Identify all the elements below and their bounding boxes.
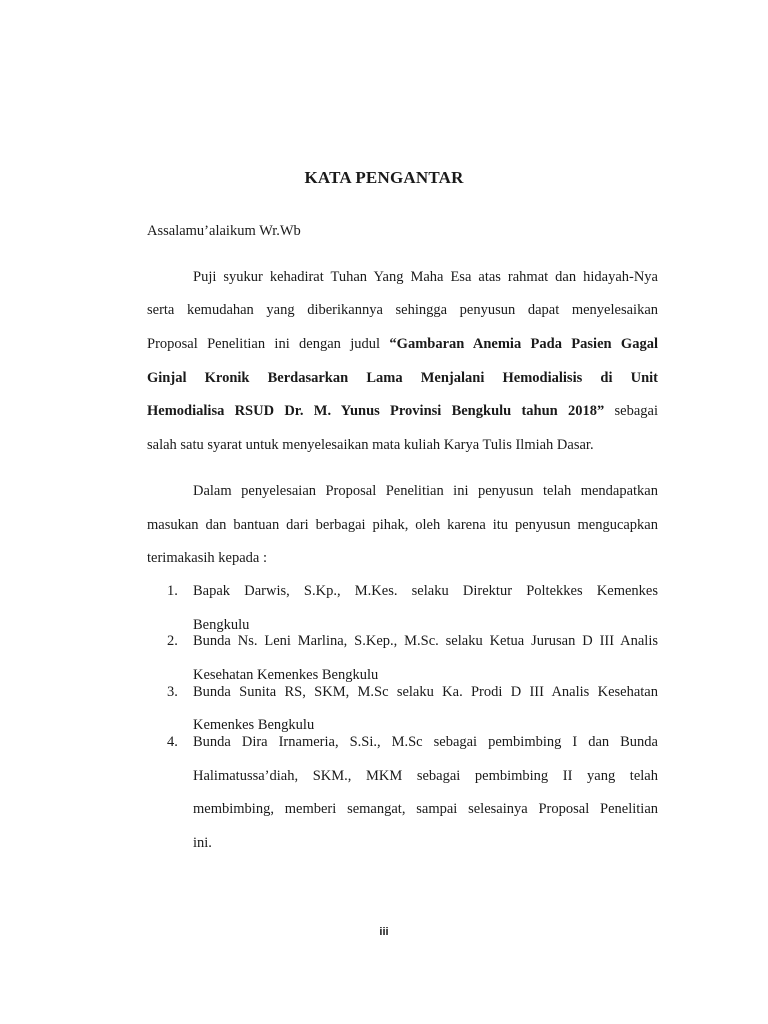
list-item-3-line2: Kemenkes Bengkulu bbox=[193, 717, 315, 733]
para1-line3-text: Proposal Penelitian ini dengan judul bbox=[147, 336, 381, 352]
para1-line2: serta kemudahan yang diberikannya sehingga penyusun dapat menyelesaikan bbox=[147, 302, 658, 318]
research-title-part2: Ginjal Kronik Berdasarkan Lama Menjalani Hemodialisis di Unit bbox=[147, 370, 658, 386]
list-item-2-line1: Bunda Ns. Leni Marlina, S.Kep., M.Sc. selaku Ketua Jurusan D III Analis bbox=[193, 633, 658, 649]
para1-line5-text: sebagai bbox=[614, 403, 659, 419]
list-item-4-line1: Bunda Dira Irnameria, S.Si., M.Sc sebagai pembimbing I dan Bunda bbox=[193, 734, 658, 750]
para1-line1: Puji syukur kehadirat Tuhan Yang Maha Esa atas rahmat dan hidayah-Nya bbox=[193, 269, 658, 285]
list-number-2: 2. bbox=[167, 633, 178, 649]
list-item-4-line2: Halimatussa’diah, SKM., MKM sebagai pembimbing II yang telah bbox=[193, 768, 658, 784]
list-item-2-line2: Kesehatan Kemenkes Bengkulu bbox=[193, 667, 379, 683]
list-item-4-line3: membimbing, memberi semangat, sampai selesainya Proposal Penelitian bbox=[193, 801, 658, 817]
list-item-4-line4: ini. bbox=[193, 835, 212, 851]
para2-line3: terimakasih kepada : bbox=[147, 550, 267, 566]
greeting: Assalamu’alaikum Wr.Wb bbox=[147, 223, 301, 239]
para2-line2: masukan dan bantuan dari berbagai pihak, oleh karena itu penyusun mengucapkan bbox=[147, 517, 658, 533]
para1-line5 bbox=[147, 402, 658, 420]
list-number-1: 1. bbox=[167, 583, 178, 599]
list-number-3: 3. bbox=[167, 684, 178, 700]
research-title-part3: Hemodialisa RSUD Dr. M. Yunus Provinsi Bengkulu tahun 2018” bbox=[147, 403, 605, 419]
page-number: iii bbox=[379, 926, 389, 938]
para1-line6: salah satu syarat untuk menyelesaikan mata kuliah Karya Tulis Ilmiah Dasar. bbox=[147, 437, 594, 453]
list-item-1-line1: Bapak Darwis, S.Kp., M.Kes. selaku Direktur Poltekkes Kemenkes bbox=[193, 583, 658, 599]
page-title: KATA PENGANTAR bbox=[304, 168, 464, 187]
para2-line1: Dalam penyelesaian Proposal Penelitian ini penyusun telah mendapatkan bbox=[193, 483, 658, 499]
list-number-4: 4. bbox=[167, 734, 178, 750]
research-title-part1: “Gambaran Anemia Pada Pasien Gagal bbox=[389, 336, 658, 352]
list-item-3-line1: Bunda Sunita RS, SKM, M.Sc selaku Ka. Prodi D III Analis Kesehatan bbox=[193, 684, 658, 700]
para1-line3 bbox=[147, 335, 658, 353]
list-item-1-line2: Bengkulu bbox=[193, 617, 250, 633]
